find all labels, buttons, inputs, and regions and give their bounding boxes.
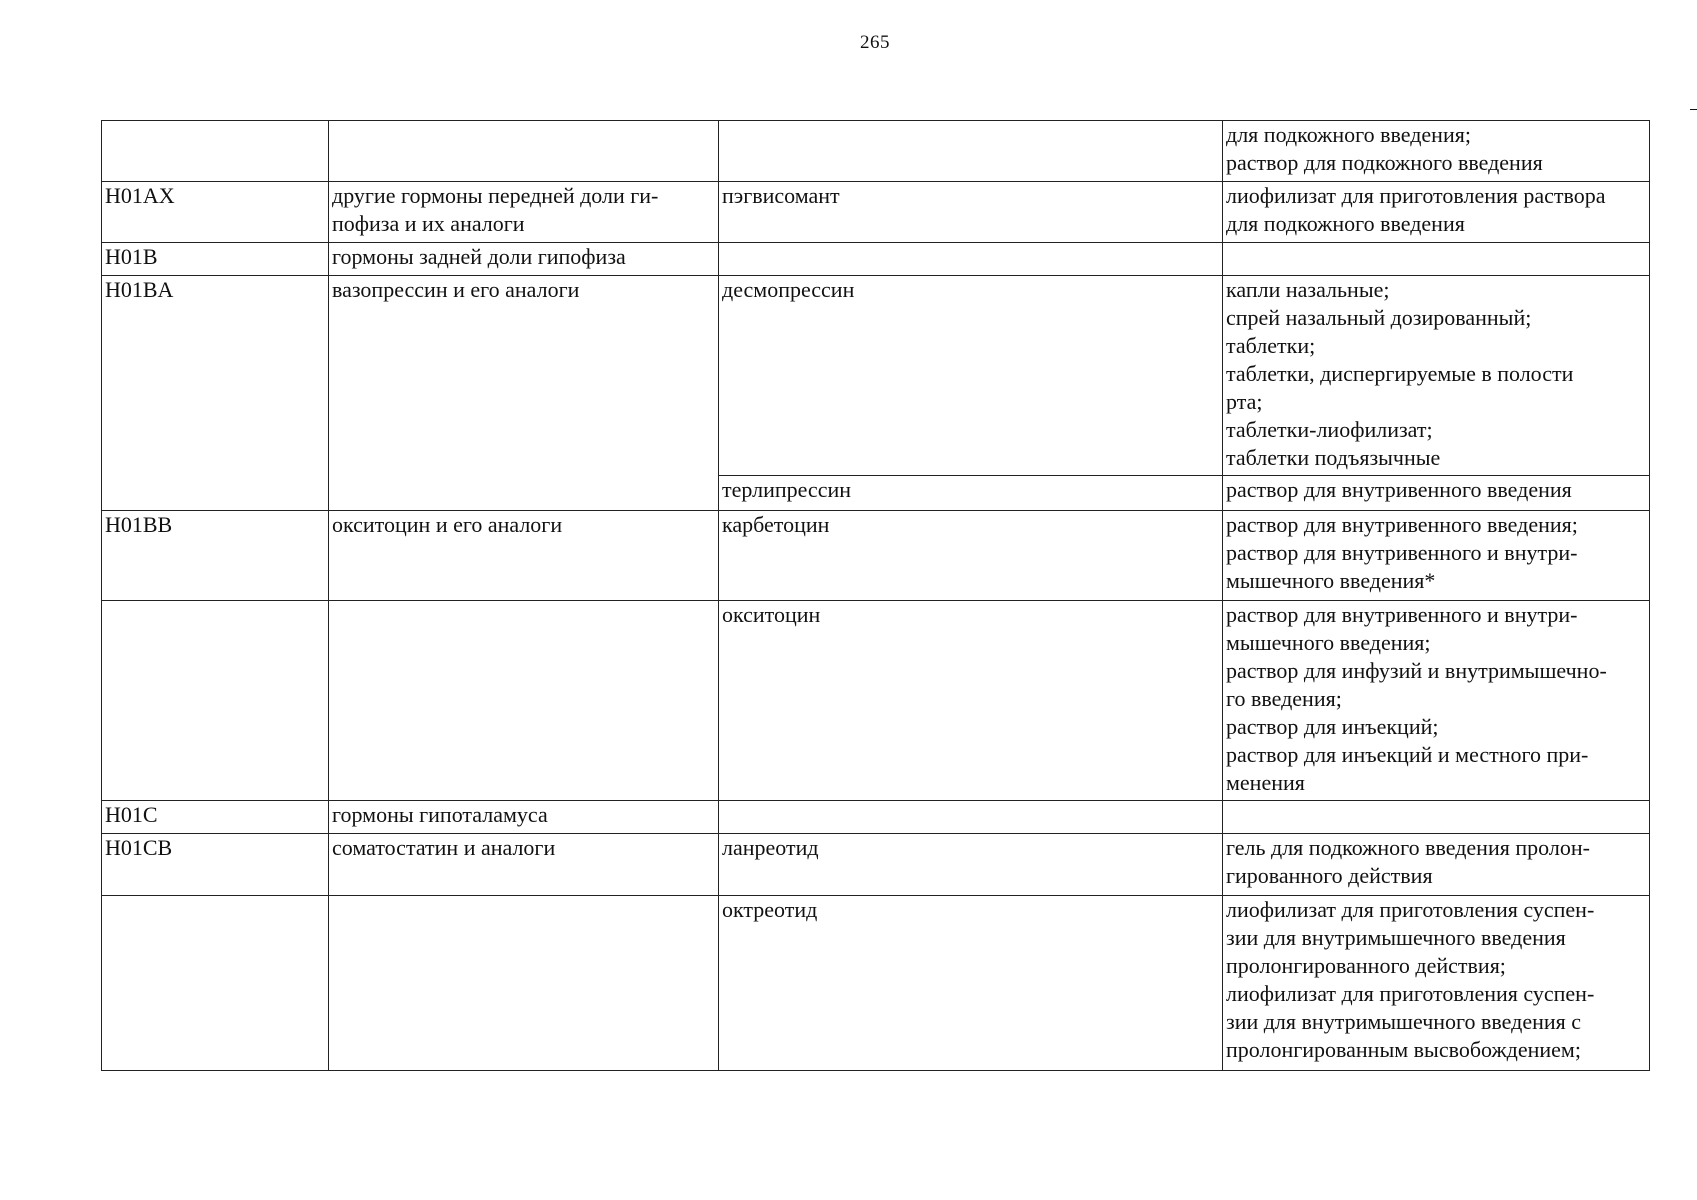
- dosage-forms-cell: раствор для внутривенного и внутри- мышечного введения; раствор для инфузий и внутримышечно- го введения; раствор для инъекций; раствор для инъекций и местного при- менения: [1223, 601, 1650, 801]
- atc-code-cell: H01C: [102, 801, 329, 834]
- drug-name-cell: окситоцин: [719, 601, 1223, 801]
- group-name-cell: окситоцин и его аналоги: [329, 511, 719, 601]
- table-row: [102, 182, 1650, 243]
- dosage-forms-cell: лиофилизат для приготовления раствора для подкожного введения: [1223, 182, 1650, 243]
- atc-code-cell: [102, 121, 329, 182]
- group-name-cell: другие гормоны передней доли ги- пофиза и их аналоги: [329, 182, 719, 243]
- table-row: [102, 896, 1650, 1071]
- group-name-cell: гормоны гипоталамуса: [329, 801, 719, 834]
- dosage-forms-cell: лиофилизат для приготовления суспен- зии для внутримышечного введения пролонгированного действия; лиофилизат для приготовления суспен- зии для внутримышечного введения с пролонгированным высвобождением;: [1223, 896, 1650, 1071]
- atc-code-cell: H01BA: [102, 276, 329, 511]
- dosage-forms-cell: гель для подкожного введения пролон- гированного действия: [1223, 834, 1650, 896]
- atc-code-cell: H01B: [102, 243, 329, 276]
- dosage-forms-cell: капли назальные; спрей назальный дозированный; таблетки; таблетки, диспергируемые в полости рта; таблетки-лиофилизат; таблетки подъязычные: [1223, 276, 1650, 476]
- atc-code-cell: [102, 896, 329, 1071]
- table-row: [102, 834, 1650, 896]
- dosage-forms-cell: для подкожного введения; раствор для подкожного введения: [1223, 121, 1650, 182]
- group-name-cell: [329, 121, 719, 182]
- atc-code-cell: [102, 601, 329, 801]
- table-row: [102, 121, 1650, 182]
- drug-name-cell: пэгвисомант: [719, 182, 1223, 243]
- group-name-cell: гормоны задней доли гипофиза: [329, 243, 719, 276]
- page-number: 265: [860, 32, 890, 53]
- drug-name-cell: [719, 243, 1223, 276]
- table-row: [102, 511, 1650, 601]
- group-name-cell: [329, 601, 719, 801]
- group-name-cell: [329, 896, 719, 1071]
- drug-name-cell: [719, 801, 1223, 834]
- drug-name-cell: терлипрессин: [719, 476, 1223, 511]
- dosage-forms-cell: [1223, 243, 1650, 276]
- table-row: [102, 601, 1650, 801]
- edge-mark: [1690, 109, 1697, 110]
- atc-code-cell: H01AX: [102, 182, 329, 243]
- dosage-forms-cell: раствор для внутривенного введения: [1223, 476, 1650, 511]
- table-row: [102, 243, 1650, 276]
- drug-name-cell: октреотид: [719, 896, 1223, 1071]
- dosage-forms-cell: раствор для внутривенного введения; раствор для внутривенного и внутри- мышечного введения*: [1223, 511, 1650, 601]
- atc-code-cell: H01CB: [102, 834, 329, 896]
- atc-code-cell: H01BB: [102, 511, 329, 601]
- group-name-cell: соматостатин и аналоги: [329, 834, 719, 896]
- table-row: [102, 276, 1650, 476]
- drug-name-cell: ланреотид: [719, 834, 1223, 896]
- drug-table: [101, 120, 1650, 1071]
- group-name-cell: вазопрессин и его аналоги: [329, 276, 719, 511]
- drug-name-cell: карбетоцин: [719, 511, 1223, 601]
- drug-name-cell: [719, 121, 1223, 182]
- dosage-forms-cell: [1223, 801, 1650, 834]
- table-row: [102, 801, 1650, 834]
- drug-name-cell: десмопрессин: [719, 276, 1223, 476]
